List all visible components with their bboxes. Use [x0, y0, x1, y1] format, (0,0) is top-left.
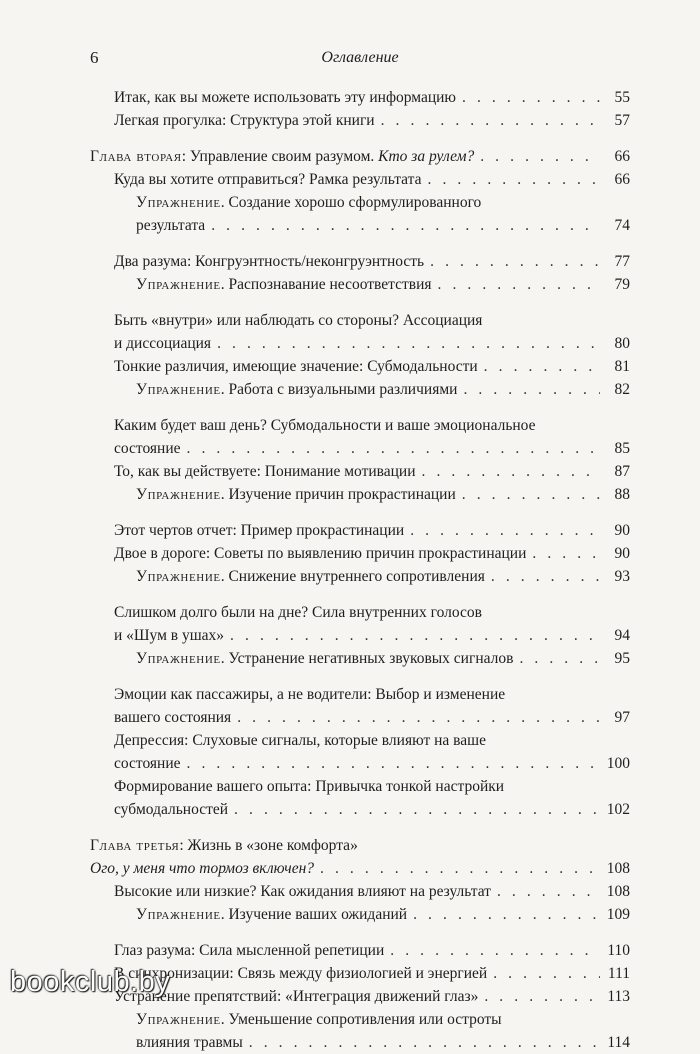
- toc-page-number: 113: [607, 988, 630, 1005]
- toc-entry-title: [114, 250, 424, 273]
- table-of-contents: [90, 86, 630, 1054]
- toc-entry-text: Каким будет ваш день? Субмодальности и ваше эмоциональное: [114, 417, 536, 434]
- toc-entry-line: [136, 903, 630, 926]
- toc-page-number: 81: [614, 358, 630, 375]
- toc-page-number: 100: [606, 755, 630, 772]
- toc-entry-line: [136, 1031, 630, 1054]
- toc-section-entry: [90, 460, 630, 483]
- toc-entry-text: . Уменьшение сопротивления или остроты: [220, 1011, 502, 1028]
- toc-entry-line: [114, 880, 630, 903]
- dot-leader: [390, 939, 600, 962]
- dot-leader: [491, 565, 600, 588]
- toc-entry-text: . Снижение внутреннего сопротивления: [220, 568, 485, 585]
- toc-entry-label: Глава третья: [90, 837, 180, 854]
- dot-leader: [462, 86, 600, 109]
- toc-entry-text: . Изучение причин прокрастинации: [220, 486, 456, 503]
- dot-leader: [217, 332, 600, 355]
- toc-entry-title: [114, 355, 478, 378]
- toc-entry-first-line: [136, 191, 630, 214]
- toc-entry-title: [114, 880, 491, 903]
- toc-entry-title: [136, 647, 513, 670]
- toc-entry-line: [114, 962, 630, 985]
- toc-section-entry: [90, 86, 630, 109]
- toc-exercise-entry: [90, 903, 630, 926]
- toc-entry-line: [114, 706, 630, 729]
- dot-leader: [234, 798, 600, 821]
- toc-entry-text: Формирование вашего опыта: Привычка тонкой настройки: [114, 778, 505, 795]
- toc-page-number: 77: [614, 253, 630, 270]
- toc-page-number: 88: [614, 486, 630, 503]
- toc-entry-text: : Управление своим разумом.: [181, 148, 379, 165]
- toc-entry-text: субмодальностей: [114, 801, 229, 818]
- toc-entry-title: [114, 542, 526, 565]
- dot-leader: [519, 647, 600, 670]
- toc-entry-line: [90, 145, 630, 168]
- toc-page-number: 55: [614, 89, 630, 106]
- toc-entry-label: Упражнение: [136, 906, 221, 923]
- toc-page-number: 90: [614, 522, 630, 539]
- toc-entry-title: [136, 378, 457, 401]
- toc-entry-title: [114, 332, 211, 355]
- toc-entry-label: Упражнение: [136, 276, 221, 293]
- toc-entry-first-line: [114, 601, 630, 624]
- toc-entry-text: Эмоции как пассажиры, а не водители: Выбор и изменение: [114, 686, 506, 703]
- toc-entry-text: В синхронизации: Связь между физиологией и энергией: [114, 965, 488, 982]
- dot-leader: [484, 985, 600, 1008]
- toc-section-entry: [90, 250, 630, 273]
- toc-entry-text: и диссоциация: [114, 335, 212, 352]
- toc-entry-first-line: [114, 683, 630, 706]
- toc-entry-line: [114, 250, 630, 273]
- toc-entry-text: состояние: [114, 440, 181, 457]
- toc-entry-title: [114, 109, 375, 132]
- toc-section-entry: [90, 601, 630, 647]
- toc-entry-text: Устранение препятствий: «Интеграция движений глаз»: [114, 988, 479, 1005]
- toc-entry-subtitle: Ого, у меня что тормоз включен?: [90, 860, 315, 877]
- toc-page-number: 66: [614, 171, 630, 188]
- toc-entry-line: [114, 460, 630, 483]
- dot-leader: [320, 857, 600, 880]
- toc-page-number: 57: [614, 112, 630, 129]
- toc-entry-line: [114, 939, 630, 962]
- dot-leader: [413, 903, 600, 926]
- toc-entry-title: [114, 168, 422, 191]
- toc-entry-line: [114, 985, 630, 1008]
- toc-section-entry: [90, 729, 630, 775]
- dot-leader: [381, 109, 600, 132]
- toc-entry-text: : Жизнь в «зоне комфорта»: [179, 837, 358, 854]
- dot-leader: [493, 962, 600, 985]
- page-header: [90, 48, 630, 72]
- toc-entry-label: Упражнение: [136, 486, 221, 503]
- toc-page-number: 79: [614, 276, 630, 293]
- toc-section-entry: [90, 168, 630, 191]
- toc-entry-text: То, как вы действуете: Понимание мотивации: [114, 463, 416, 480]
- toc-entry-title: [114, 939, 384, 962]
- toc-entry-line: [136, 647, 630, 670]
- toc-entry-text: Депрессия: Слуховые сигналы, которые влияют на ваше: [114, 732, 486, 749]
- toc-exercise-entry: [90, 378, 630, 401]
- toc-section-entry: [90, 939, 630, 962]
- toc-page-number: 74: [614, 217, 630, 234]
- toc-section-entry: [90, 109, 630, 132]
- toc-page-number: 95: [614, 650, 630, 667]
- toc-exercise-entry: [90, 191, 630, 237]
- toc-entry-line: [136, 273, 630, 296]
- toc-entry-text: Двое в дороге: Советы по выявлению причин прокрастинации: [114, 545, 527, 562]
- toc-entry-line: [114, 86, 630, 109]
- toc-chapter-entry: [90, 834, 630, 880]
- toc-entry-text: Два разума: Конгруэнтность/неконгруэнтность: [114, 253, 425, 270]
- toc-entry-label: Глава вторая: [90, 148, 182, 165]
- toc-entry-title: [136, 1031, 243, 1054]
- toc-entry-subtitle: Кто за рулем?: [378, 148, 475, 165]
- toc-entry-line: [90, 857, 630, 880]
- toc-entry-first-line: [114, 729, 630, 752]
- toc-page-number: 94: [614, 627, 630, 644]
- toc-page-number: 93: [614, 568, 630, 585]
- toc-entry-label: Упражнение: [136, 1011, 221, 1028]
- toc-entry-text: . Создание хорошо сформулированного: [220, 194, 482, 211]
- toc-entry-line: [114, 542, 630, 565]
- toc-entry-text: Глаз разума: Сила мысленной репетиции: [114, 942, 385, 959]
- toc-entry-line: [136, 565, 630, 588]
- toc-entry-first-line: [114, 775, 630, 798]
- toc-entry-line: [114, 355, 630, 378]
- toc-entry-first-line: [114, 309, 630, 332]
- toc-page-number: 80: [614, 335, 630, 352]
- toc-page-number: 85: [614, 440, 630, 457]
- toc-exercise-entry: [90, 483, 630, 506]
- toc-page-number: 114: [607, 1034, 630, 1051]
- toc-entry-first-line: [114, 414, 630, 437]
- toc-entry-label: Упражнение: [136, 194, 221, 211]
- toc-entry-text: . Устранение негативных звуковых сигналов: [220, 650, 514, 667]
- dot-leader: [187, 752, 600, 775]
- toc-entry-text: Слишком долго были на дне? Сила внутренних голосов: [114, 604, 482, 621]
- toc-entry-line: [114, 109, 630, 132]
- toc-chapter-entry: [90, 145, 630, 168]
- toc-entry-line: [114, 332, 630, 355]
- dot-leader: [484, 355, 600, 378]
- toc-page-number: 87: [614, 463, 630, 480]
- toc-entry-title: [114, 752, 181, 775]
- toc-exercise-entry: [90, 647, 630, 670]
- dot-leader: [438, 273, 601, 296]
- toc-entry-text: результата: [136, 217, 206, 234]
- toc-entry-title: [114, 706, 231, 729]
- toc-entry-text: Легкая прогулка: Структура этой книги: [114, 112, 375, 129]
- page-number: 6: [90, 48, 99, 67]
- toc-page-number: 109: [606, 906, 630, 923]
- toc-entry-line: [136, 483, 630, 506]
- toc-section-entry: [90, 519, 630, 542]
- toc-entry-text: и «Шум в ушах»: [114, 627, 225, 644]
- toc-entry-first-line: [90, 834, 630, 857]
- toc-page-number: 97: [614, 709, 630, 726]
- toc-entry-text: . Распознавание несоответствия: [220, 276, 432, 293]
- toc-entry-line: [114, 624, 630, 647]
- dot-leader: [430, 250, 600, 273]
- toc-entry-title: [114, 624, 224, 647]
- toc-entry-line: [114, 168, 630, 191]
- watermark-logo: bookclub.by: [10, 966, 171, 998]
- toc-section-entry: [90, 542, 630, 565]
- toc-entry-line: [136, 378, 630, 401]
- running-title: Оглавление: [321, 49, 399, 66]
- toc-entry-line: [114, 437, 630, 460]
- toc-entry-title: [136, 903, 407, 926]
- toc-entry-title: [114, 798, 228, 821]
- toc-entry-text: . Изучение ваших ожиданий: [220, 906, 408, 923]
- toc-section-entry: [90, 775, 630, 821]
- toc-entry-title: [114, 86, 456, 109]
- toc-page-number: 108: [606, 860, 630, 877]
- toc-entry-first-line: [136, 1008, 630, 1031]
- toc-entry-line: [114, 519, 630, 542]
- toc-section-entry: [90, 355, 630, 378]
- toc-section-entry: [90, 880, 630, 903]
- toc-section-entry: [90, 683, 630, 729]
- toc-entry-title: [136, 565, 485, 588]
- dot-leader: [211, 214, 600, 237]
- toc-entry-text: вашего состояния: [114, 709, 232, 726]
- toc-page-number: 108: [606, 883, 630, 900]
- toc-entry-title: [136, 214, 205, 237]
- toc-entry-label: Упражнение: [136, 568, 221, 585]
- toc-entry-label: Упражнение: [136, 650, 221, 667]
- dot-leader: [497, 880, 600, 903]
- toc-entry-text: Быть «внутри» или наблюдать со стороны? Ассоциация: [114, 312, 483, 329]
- toc-entry-title: [114, 519, 404, 542]
- dot-leader: [532, 542, 600, 565]
- dot-leader: [410, 519, 600, 542]
- toc-exercise-entry: [90, 565, 630, 588]
- toc-entry-title: [136, 483, 456, 506]
- toc-entry-title: [90, 857, 314, 880]
- toc-section-entry: [90, 985, 630, 1008]
- toc-entry-text: Итак, как вы можете использовать эту информацию: [114, 89, 456, 106]
- toc-entry-text: Этот чертов отчет: Пример прокрастинации: [114, 522, 405, 539]
- dot-leader: [237, 706, 600, 729]
- toc-entry-title: [90, 145, 474, 168]
- dot-leader: [249, 1031, 600, 1054]
- dot-leader: [480, 145, 600, 168]
- toc-entry-title: [136, 273, 432, 296]
- toc-section-entry: [90, 309, 630, 355]
- toc-entry-line: [136, 214, 630, 237]
- toc-page-number: 102: [606, 801, 630, 818]
- toc-section-entry: [90, 414, 630, 460]
- toc-entry-text: Высокие или низкие? Как ожидания влияют на результат: [114, 883, 491, 900]
- toc-page-number: 111: [607, 965, 630, 982]
- toc-entry-title: [114, 460, 416, 483]
- toc-entry-title: [114, 437, 181, 460]
- dot-leader: [422, 460, 600, 483]
- dot-leader: [187, 437, 600, 460]
- dot-leader: [428, 168, 600, 191]
- toc-page-number: 90: [614, 545, 630, 562]
- toc-exercise-entry: [90, 273, 630, 296]
- toc-entry-text: Тонкие различия, имеющие значение: Субмодальности: [114, 358, 478, 375]
- toc-entry-line: [114, 752, 630, 775]
- toc-page-number: 110: [607, 942, 630, 959]
- toc-section-entry: [90, 962, 630, 985]
- toc-page-number: 66: [614, 148, 630, 165]
- dot-leader: [463, 378, 600, 401]
- toc-entry-text: состояние: [114, 755, 181, 772]
- toc-exercise-entry: [90, 1008, 630, 1054]
- toc-entry-text: . Работа с визуальными различиями: [220, 381, 458, 398]
- toc-entry-label: Упражнение: [136, 381, 221, 398]
- toc-entry-text: влияния травмы: [136, 1034, 243, 1051]
- toc-entry-text: Куда вы хотите отправиться? Рамка результата: [114, 171, 422, 188]
- dot-leader: [462, 483, 600, 506]
- toc-page-number: 82: [614, 381, 630, 398]
- dot-leader: [230, 624, 600, 647]
- toc-entry-line: [114, 798, 630, 821]
